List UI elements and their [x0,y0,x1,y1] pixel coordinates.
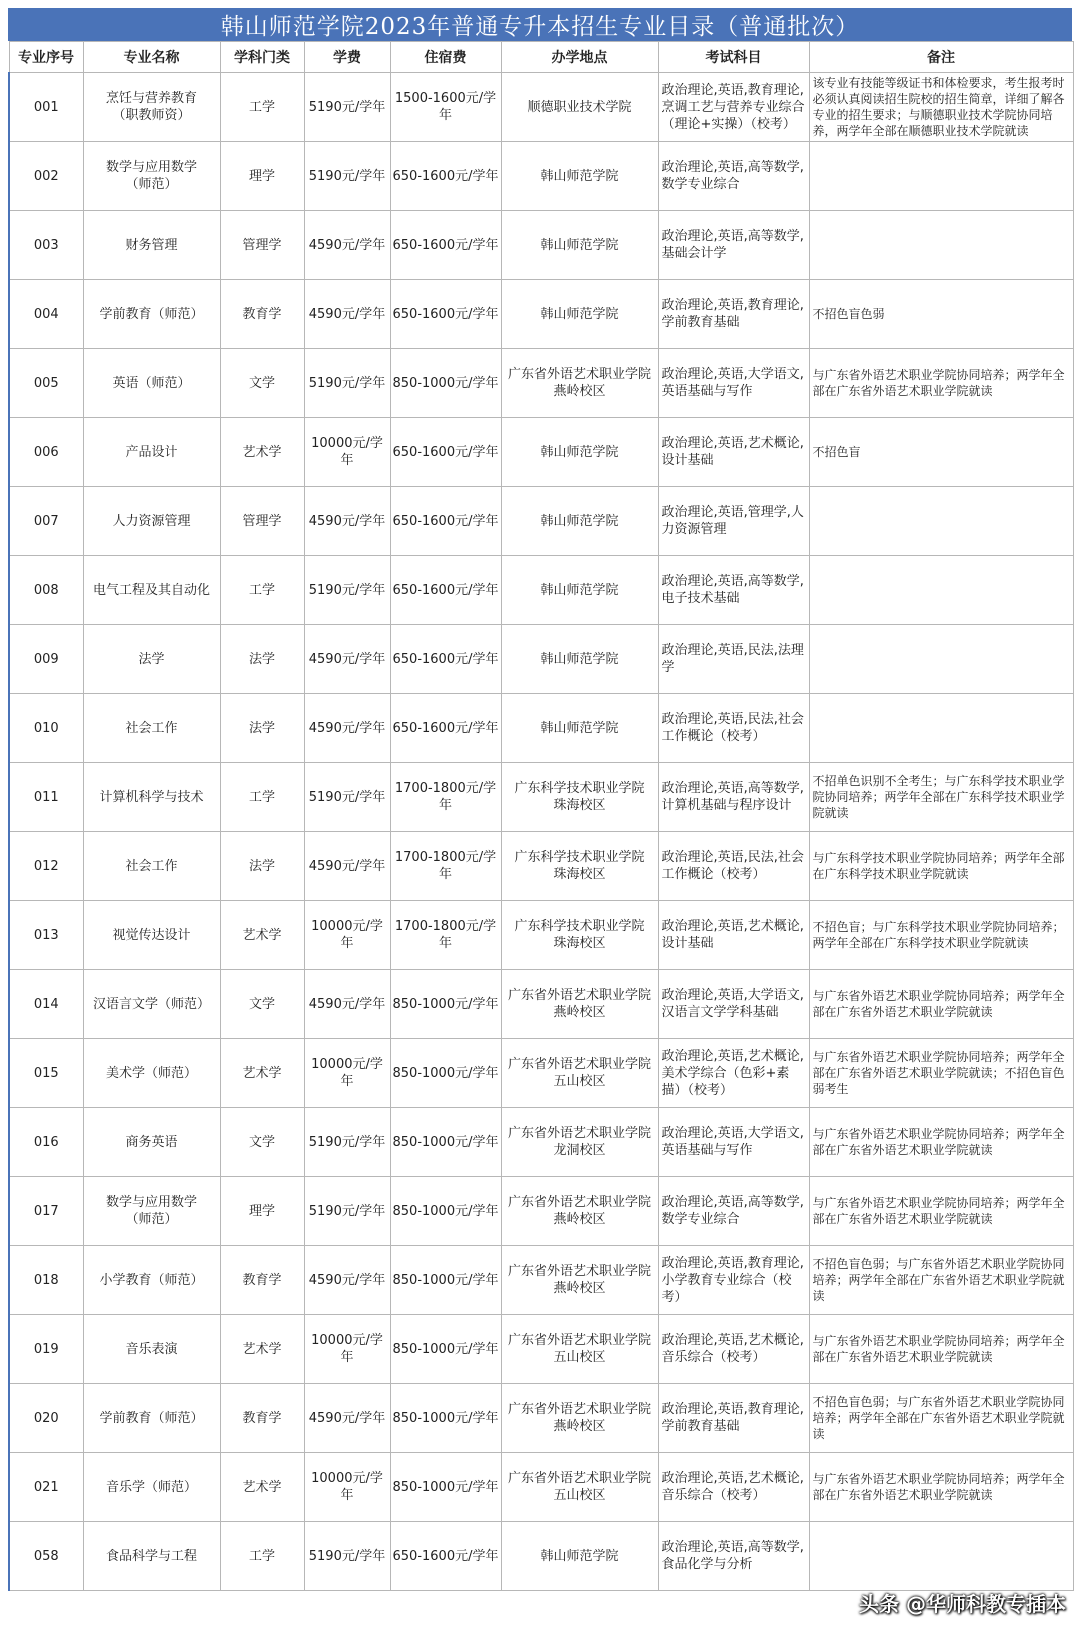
cell-name: 学前教育（师范） [83,280,220,349]
table-row [9,1522,1073,1591]
cell-notes: 该专业有技能等级证书和体检要求，考生报考时必须认真阅读招生院校的招生简章，详细了解各专业的招生要求；与顺德职业技术学院协同培养，两学年全部在顺德职业技术学院就读 [809,73,1073,142]
cell-discipline: 教育学 [220,1246,304,1315]
cell-location: 广东省外语艺术职业学院 燕岭校区 [501,1177,658,1246]
cell-subjects: 政治理论,英语,高等数学,数学专业综合 [658,1177,809,1246]
cell-lodging: 850-1000元/学年 [390,1246,501,1315]
cell-notes: 不招色盲色弱；与广东省外语艺术职业学院协同培养；两学年全部在广东省外语艺术职业学院就读 [809,1246,1073,1315]
cell-notes [809,694,1073,763]
cell-discipline: 管理学 [220,487,304,556]
table-row [9,625,1073,694]
cell-notes: 不招色盲色弱 [809,280,1073,349]
cell-name: 产品设计 [83,418,220,487]
cell-discipline: 教育学 [220,1384,304,1453]
cell-tuition: 5190元/学年 [304,349,390,418]
cell-location: 广东省外语艺术职业学院 燕岭校区 [501,1384,658,1453]
table-row [9,1315,1073,1384]
cell-lodging: 650-1600元/学年 [390,418,501,487]
cell-tuition: 4590元/学年 [304,832,390,901]
cell-lodging: 1700-1800元/学年 [390,832,501,901]
cell-location: 广东省外语艺术职业学院 五山校区 [501,1039,658,1108]
table-row [9,832,1073,901]
table-row [9,694,1073,763]
cell-discipline: 工学 [220,1522,304,1591]
table-row [9,418,1073,487]
cell-tuition: 10000元/学年 [304,1453,390,1522]
cell-name: 财务管理 [83,211,220,280]
cell-tuition: 5190元/学年 [304,556,390,625]
cell-notes [809,1522,1073,1591]
cell-notes: 与广东省外语艺术职业学院协同培养；两学年全部在广东省外语艺术职业学院就读 [809,1108,1073,1177]
cell-tuition: 4590元/学年 [304,1384,390,1453]
cell-lodging: 650-1600元/学年 [390,625,501,694]
cell-code: 012 [9,832,83,901]
table-row [9,970,1073,1039]
cell-discipline: 理学 [220,1177,304,1246]
col-header-code: 专业序号 [9,42,83,73]
cell-location: 顺德职业技术学院 [501,73,658,142]
cell-subjects: 政治理论,英语,艺术概论,美术学综合（色彩+素描）（校考） [658,1039,809,1108]
cell-lodging: 850-1000元/学年 [390,1315,501,1384]
cell-subjects: 政治理论,英语,管理学,人力资源管理 [658,487,809,556]
cell-code: 021 [9,1453,83,1522]
cell-lodging: 650-1600元/学年 [390,694,501,763]
cell-tuition: 5190元/学年 [304,73,390,142]
cell-subjects: 政治理论,英语,民法,法理学 [658,625,809,694]
cell-code: 058 [9,1522,83,1591]
cell-subjects: 政治理论,英语,教育理论,学前教育基础 [658,1384,809,1453]
cell-name: 英语（师范） [83,349,220,418]
cell-notes: 不招单色识别不全考生；与广东科学技术职业学院协同培养；两学年全部在广东科学技术职业学院就读 [809,763,1073,832]
cell-code: 020 [9,1384,83,1453]
cell-location: 广东科学技术职业学院 珠海校区 [501,901,658,970]
cell-tuition: 5190元/学年 [304,1177,390,1246]
watermark-text: 头条 @华师科教专插本 [859,1592,1066,1616]
cell-subjects: 政治理论,英语,大学语文,英语基础与写作 [658,349,809,418]
col-header-tuition: 学费 [304,42,390,73]
cell-location: 广东科学技术职业学院 珠海校区 [501,763,658,832]
cell-notes [809,487,1073,556]
cell-notes: 与广东省外语艺术职业学院协同培养；两学年全部在广东省外语艺术职业学院就读 [809,970,1073,1039]
table-row [9,763,1073,832]
cell-subjects: 政治理论,英语,教育理论,烹调工艺与营养专业综合（理论+实操）（校考） [658,73,809,142]
cell-name: 电气工程及其自动化 [83,556,220,625]
cell-code: 010 [9,694,83,763]
cell-code: 005 [9,349,83,418]
cell-discipline: 理学 [220,142,304,211]
cell-tuition: 10000元/学年 [304,418,390,487]
cell-discipline: 工学 [220,556,304,625]
cell-subjects: 政治理论,英语,高等数学,数学专业综合 [658,142,809,211]
cell-lodging: 1500-1600元/学年 [390,73,501,142]
cell-lodging: 850-1000元/学年 [390,970,501,1039]
table-row [9,211,1073,280]
cell-notes: 与广东省外语艺术职业学院协同培养；两学年全部在广东省外语艺术职业学院就读；不招色盲色弱考生 [809,1039,1073,1108]
table-row [9,280,1073,349]
table-row [9,1108,1073,1177]
cell-discipline: 文学 [220,349,304,418]
cell-notes: 与广东省外语艺术职业学院协同培养；两学年全部在广东省外语艺术职业学院就读 [809,1315,1073,1384]
table-row [9,1384,1073,1453]
cell-location: 广东省外语艺术职业学院 龙洞校区 [501,1108,658,1177]
cell-subjects: 政治理论,英语,高等数学,电子技术基础 [658,556,809,625]
cell-discipline: 法学 [220,625,304,694]
cell-tuition: 4590元/学年 [304,694,390,763]
cell-location: 韩山师范学院 [501,694,658,763]
cell-code: 006 [9,418,83,487]
cell-location: 韩山师范学院 [501,280,658,349]
cell-discipline: 工学 [220,73,304,142]
cell-subjects: 政治理论,英语,教育理论,小学教育专业综合（校考） [658,1246,809,1315]
cell-location: 韩山师范学院 [501,142,658,211]
cell-location: 韩山师范学院 [501,1522,658,1591]
cell-notes: 不招色盲；与广东科学技术职业学院协同培养；两学年全部在广东科学技术职业学院就读 [809,901,1073,970]
col-header-location: 办学地点 [501,42,658,73]
cell-tuition: 10000元/学年 [304,901,390,970]
cell-discipline: 法学 [220,832,304,901]
cell-notes: 与广东省外语艺术职业学院协同培养；两学年全部在广东省外语艺术职业学院就读 [809,349,1073,418]
table-row [9,487,1073,556]
cell-code: 015 [9,1039,83,1108]
table-row [9,901,1073,970]
cell-discipline: 艺术学 [220,418,304,487]
cell-subjects: 政治理论,英语,高等数学,计算机基础与程序设计 [658,763,809,832]
cell-subjects: 政治理论,英语,高等数学,食品化学与分析 [658,1522,809,1591]
cell-notes: 与广东科学技术职业学院协同培养；两学年全部在广东科学技术职业学院就读 [809,832,1073,901]
cell-code: 001 [9,73,83,142]
col-header-lodging: 住宿费 [390,42,501,73]
watermark [859,1588,1066,1617]
table-row [9,1039,1073,1108]
page-title: 韩山师范学院2023年普通专升本招生专业目录（普通批次） [8,8,1072,41]
cell-name: 数学与应用数学 （师范） [83,142,220,211]
cell-lodging: 850-1000元/学年 [390,1384,501,1453]
cell-code: 017 [9,1177,83,1246]
cell-name: 视觉传达设计 [83,901,220,970]
cell-tuition: 10000元/学年 [304,1315,390,1384]
table-row [9,349,1073,418]
cell-tuition: 5190元/学年 [304,1108,390,1177]
cell-code: 004 [9,280,83,349]
col-header-discipline: 学科门类 [220,42,304,73]
cell-subjects: 政治理论,英语,高等数学,基础会计学 [658,211,809,280]
cell-notes [809,556,1073,625]
cell-name: 计算机科学与技术 [83,763,220,832]
cell-location: 韩山师范学院 [501,418,658,487]
cell-lodging: 650-1600元/学年 [390,280,501,349]
cell-subjects: 政治理论,英语,艺术概论,音乐综合（校考） [658,1315,809,1384]
cell-tuition: 4590元/学年 [304,280,390,349]
cell-subjects: 政治理论,英语,艺术概论,设计基础 [658,418,809,487]
cell-code: 016 [9,1108,83,1177]
cell-tuition: 5190元/学年 [304,763,390,832]
cell-code: 008 [9,556,83,625]
cell-subjects: 政治理论,英语,民法,社会工作概论（校考） [658,832,809,901]
cell-lodging: 650-1600元/学年 [390,487,501,556]
table-row [9,556,1073,625]
cell-subjects: 政治理论,英语,艺术概论,音乐综合（校考） [658,1453,809,1522]
cell-name: 商务英语 [83,1108,220,1177]
cell-location: 广东省外语艺术职业学院 燕岭校区 [501,1246,658,1315]
major-catalog-table [8,41,1074,1591]
cell-location: 广东科学技术职业学院 珠海校区 [501,832,658,901]
cell-location: 韩山师范学院 [501,211,658,280]
table-row [9,1453,1073,1522]
cell-tuition: 4590元/学年 [304,487,390,556]
cell-name: 学前教育（师范） [83,1384,220,1453]
cell-name: 汉语言文学（师范） [83,970,220,1039]
cell-lodging: 850-1000元/学年 [390,1453,501,1522]
cell-lodging: 650-1600元/学年 [390,211,501,280]
cell-location: 广东省外语艺术职业学院 五山校区 [501,1453,658,1522]
table-row [9,142,1073,211]
cell-name: 烹饪与营养教育 （职教师资） [83,73,220,142]
table-row [9,73,1073,142]
cell-lodging: 850-1000元/学年 [390,1108,501,1177]
cell-discipline: 教育学 [220,280,304,349]
cell-name: 人力资源管理 [83,487,220,556]
table-body [9,73,1073,1591]
cell-subjects: 政治理论,英语,教育理论,学前教育基础 [658,280,809,349]
cell-lodging: 850-1000元/学年 [390,1177,501,1246]
cell-code: 007 [9,487,83,556]
table-row [9,1246,1073,1315]
cell-name: 音乐表演 [83,1315,220,1384]
cell-tuition: 5190元/学年 [304,142,390,211]
col-header-subjects: 考试科目 [658,42,809,73]
cell-lodging: 1700-1800元/学年 [390,763,501,832]
cell-notes: 与广东省外语艺术职业学院协同培养；两学年全部在广东省外语艺术职业学院就读 [809,1177,1073,1246]
cell-discipline: 文学 [220,1108,304,1177]
cell-name: 食品科学与工程 [83,1522,220,1591]
cell-discipline: 艺术学 [220,1315,304,1384]
cell-notes: 不招色盲 [809,418,1073,487]
table-row [9,1177,1073,1246]
cell-notes [809,211,1073,280]
cell-subjects: 政治理论,英语,民法,社会工作概论（校考） [658,694,809,763]
cell-tuition: 4590元/学年 [304,625,390,694]
cell-discipline: 管理学 [220,211,304,280]
cell-code: 002 [9,142,83,211]
cell-tuition: 5190元/学年 [304,1522,390,1591]
cell-name: 美术学（师范） [83,1039,220,1108]
cell-location: 韩山师范学院 [501,556,658,625]
cell-discipline: 法学 [220,694,304,763]
cell-code: 011 [9,763,83,832]
cell-discipline: 工学 [220,763,304,832]
table-header-row [9,42,1073,73]
cell-notes [809,625,1073,694]
cell-name: 小学教育（师范） [83,1246,220,1315]
cell-location: 广东省外语艺术职业学院 燕岭校区 [501,349,658,418]
cell-tuition: 4590元/学年 [304,211,390,280]
cell-name: 音乐学（师范） [83,1453,220,1522]
cell-lodging: 850-1000元/学年 [390,349,501,418]
cell-lodging: 650-1600元/学年 [390,142,501,211]
cell-code: 003 [9,211,83,280]
cell-name: 社会工作 [83,694,220,763]
cell-code: 009 [9,625,83,694]
cell-tuition: 4590元/学年 [304,1246,390,1315]
cell-lodging: 650-1600元/学年 [390,1522,501,1591]
cell-code: 018 [9,1246,83,1315]
cell-notes: 与广东省外语艺术职业学院协同培养；两学年全部在广东省外语艺术职业学院就读 [809,1453,1073,1522]
cell-tuition: 10000元/学年 [304,1039,390,1108]
cell-location: 韩山师范学院 [501,487,658,556]
cell-lodging: 850-1000元/学年 [390,1039,501,1108]
cell-notes [809,142,1073,211]
cell-name: 社会工作 [83,832,220,901]
cell-discipline: 艺术学 [220,901,304,970]
cell-discipline: 文学 [220,970,304,1039]
col-header-notes: 备注 [809,42,1073,73]
cell-tuition: 4590元/学年 [304,970,390,1039]
cell-code: 019 [9,1315,83,1384]
cell-subjects: 政治理论,英语,大学语文,英语基础与写作 [658,1108,809,1177]
cell-name: 数学与应用数学 （师范） [83,1177,220,1246]
cell-location: 广东省外语艺术职业学院 燕岭校区 [501,970,658,1039]
cell-code: 014 [9,970,83,1039]
cell-location: 广东省外语艺术职业学院 五山校区 [501,1315,658,1384]
cell-subjects: 政治理论,英语,艺术概论,设计基础 [658,901,809,970]
col-header-name: 专业名称 [83,42,220,73]
cell-lodging: 1700-1800元/学年 [390,901,501,970]
cell-name: 法学 [83,625,220,694]
cell-notes: 不招色盲色弱；与广东省外语艺术职业学院协同培养；两学年全部在广东省外语艺术职业学院就读 [809,1384,1073,1453]
cell-location: 韩山师范学院 [501,625,658,694]
cell-code: 013 [9,901,83,970]
cell-lodging: 650-1600元/学年 [390,556,501,625]
cell-discipline: 艺术学 [220,1039,304,1108]
cell-subjects: 政治理论,英语,大学语文,汉语言文学学科基础 [658,970,809,1039]
cell-discipline: 艺术学 [220,1453,304,1522]
